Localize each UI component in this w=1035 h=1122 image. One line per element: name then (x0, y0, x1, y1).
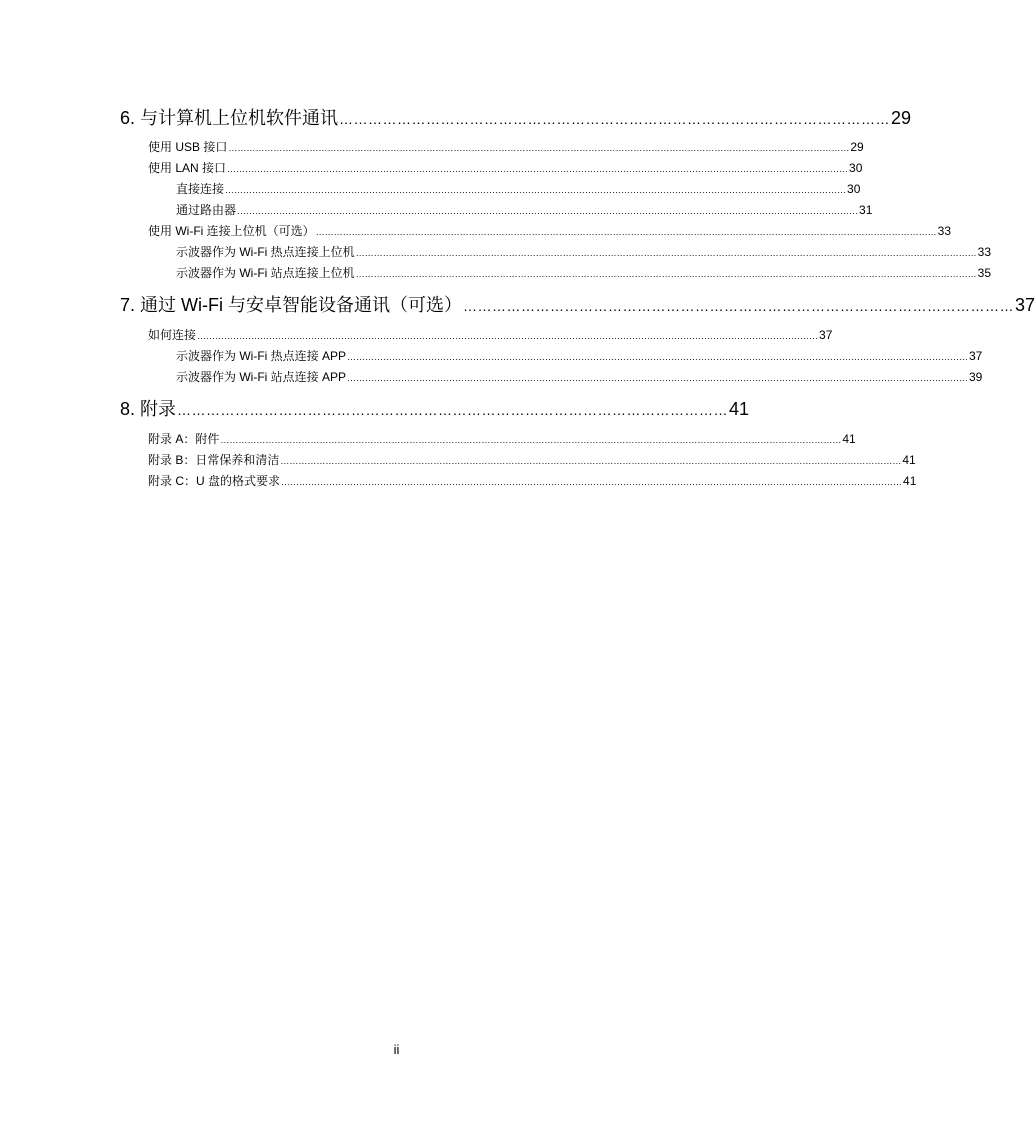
toc-entry-title: 示波器作为 Wi-Fi 站点连接上位机 (176, 266, 355, 280)
dot-leader: ……………………………………………………………………………………………………………………………………………………………………………………… (227, 164, 849, 174)
toc-entry[interactable] (148, 139, 864, 155)
toc-entry[interactable] (120, 107, 912, 129)
toc-entry[interactable] (176, 202, 873, 218)
page-number: ii (393, 1042, 400, 1057)
toc-entry-title: 使用 USB 接口 (148, 140, 228, 154)
dot-leader: ……………………………………………………………………………………………………………………………………………………………………………………… (355, 269, 977, 279)
dot-leader: …………………………………………………………………………………………………… (463, 298, 1014, 314)
toc-entry-title: 7. 通过 Wi-Fi 与安卓智能设备通讯（可选） (120, 295, 462, 315)
dot-leader: ……………………………………………………………………………………………………………………………………………………………………………………… (281, 477, 903, 487)
toc-entry-title: 6. 与计算机上位机软件通讯 (120, 108, 339, 128)
dot-leader: ……………………………………………………………………………………………………………………………………………………………………………………… (280, 456, 902, 466)
toc-entry-title: 直接连接 (176, 182, 225, 196)
toc-entry[interactable] (120, 294, 1035, 316)
dot-leader: ……………………………………………………………………………………………………………………………………………………………………………………… (197, 331, 819, 341)
toc-entry-page: 37 (1015, 295, 1035, 315)
toc-entry-title: 示波器作为 Wi-Fi 站点连接 APP (176, 370, 346, 384)
toc-entry-title: 通过路由器 (176, 203, 237, 217)
toc-entry[interactable] (148, 327, 833, 343)
toc-entry-page: 41 (903, 474, 917, 488)
toc-entry[interactable] (176, 181, 861, 197)
toc-entry-page: 30 (849, 161, 863, 175)
dot-leader: ……………………………………………………………………………………………………………………………………………………………………………………… (225, 185, 847, 195)
toc-entry-page: 30 (847, 182, 861, 196)
toc-entry-title: 8. 附录 (120, 399, 177, 419)
dot-leader: …………………………………………………………………………………………………… (339, 111, 891, 127)
toc-entry[interactable] (148, 160, 863, 176)
dot-leader: ……………………………………………………………………………………………………………………………………………………………………………………… (347, 373, 968, 383)
toc-entry-page: 41 (902, 453, 916, 467)
toc-entry-title: 示波器作为 Wi-Fi 热点连接上位机 (176, 245, 355, 259)
toc-entry-title: 示波器作为 Wi-Fi 热点连接 APP (176, 349, 346, 363)
dot-leader: …………………………………………………………………………………………………… (177, 402, 729, 418)
dot-leader: ……………………………………………………………………………………………………………………………………………………………………………………… (237, 206, 859, 216)
toc-entry-title: 附录 C：U 盘的格式要求 (148, 474, 281, 488)
toc-entry-page: 41 (729, 399, 750, 419)
dot-leader: ……………………………………………………………………………………………………………………………………………………………………………………… (355, 248, 977, 258)
toc-entry-page: 31 (859, 203, 873, 217)
toc-entry[interactable] (176, 348, 983, 364)
toc-entry[interactable] (148, 452, 916, 468)
toc-entry-title: 附录 A：附件 (148, 432, 220, 446)
toc-entry-title: 使用 LAN 接口 (148, 161, 227, 175)
toc-entry[interactable] (148, 431, 856, 447)
toc-entry-page: 37 (819, 328, 833, 342)
toc-entry[interactable] (176, 369, 983, 385)
toc-entry[interactable] (148, 473, 917, 489)
toc-entry-page: 39 (969, 370, 983, 384)
dot-leader: ……………………………………………………………………………………………………………………………………………………………………………………… (228, 143, 850, 153)
toc-entry-page: 35 (977, 266, 992, 280)
toc-entry-title: 附录 B：日常保养和清洁 (148, 453, 280, 467)
toc-entry[interactable] (176, 265, 992, 281)
toc-entry[interactable] (176, 244, 992, 260)
dot-leader: ……………………………………………………………………………………………………………………………………………………………………………………… (315, 227, 937, 237)
toc-entry-page: 37 (969, 349, 983, 363)
dot-leader: ……………………………………………………………………………………………………………………………………………………………………………………… (347, 352, 968, 362)
toc-entry-title: 如何连接 (148, 328, 197, 342)
toc-entry-page: 29 (891, 108, 912, 128)
toc-entry-page: 41 (842, 432, 856, 446)
toc-entry[interactable] (148, 223, 952, 239)
toc-entry-page: 29 (850, 140, 864, 154)
toc-entry[interactable] (120, 398, 750, 420)
toc-entry-page: 33 (937, 224, 952, 238)
toc-entry-page: 33 (977, 245, 992, 259)
toc-entry-title: 使用 Wi-Fi 连接上位机（可选） (148, 224, 315, 238)
dot-leader: ……………………………………………………………………………………………………………………………………………………………………………………… (220, 435, 842, 445)
